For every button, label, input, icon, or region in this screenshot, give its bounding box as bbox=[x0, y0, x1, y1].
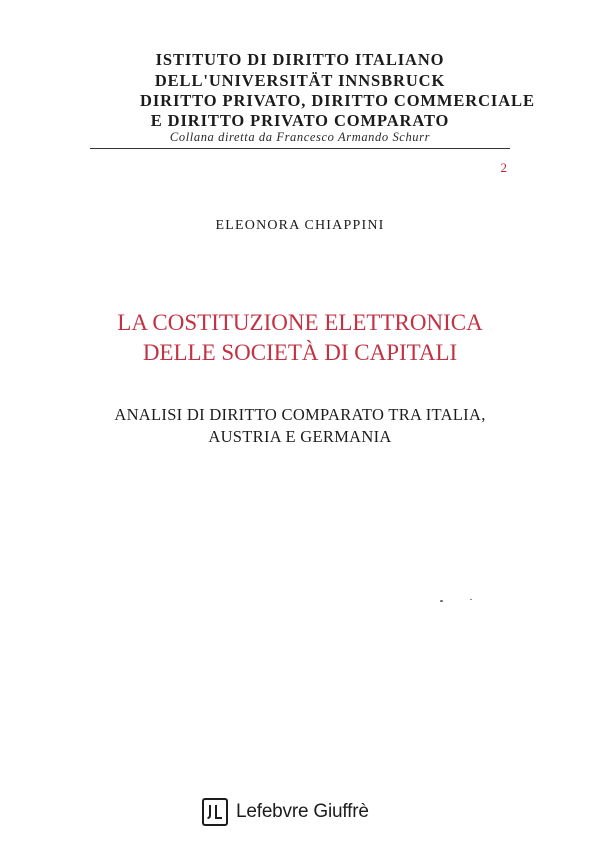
scan-speck bbox=[470, 599, 472, 600]
scan-speck bbox=[440, 600, 443, 602]
publisher-logo bbox=[202, 796, 369, 828]
series-divider bbox=[90, 148, 510, 149]
book-subtitle-line-2: AUSTRIA E GERMANIA bbox=[208, 427, 392, 446]
book-title-line-1: LA COSTITUZIONE ELETTRONICA bbox=[117, 310, 483, 335]
lg-monogram-icon bbox=[202, 798, 228, 826]
series-line-1: ISTITUTO DI DIRITTO ITALIANO bbox=[155, 50, 445, 69]
series-line-3: DIRITTO PRIVATO, DIRITTO COMMERCIALE bbox=[140, 91, 535, 110]
book-title-line-2: DELLE SOCIETÀ DI CAPITALI bbox=[142, 340, 458, 365]
series-line-4: E DIRITTO PRIVATO COMPARATO bbox=[150, 111, 450, 130]
series-editor: Collana diretta da Francesco Armando Schurr bbox=[169, 130, 431, 144]
book-subtitle-line-1: ANALISI DI DIRITTO COMPARATO TRA ITALIA, bbox=[114, 405, 486, 424]
author-name: ELEONORA CHIAPPINI bbox=[215, 218, 385, 233]
publisher-name: Lefebvre Giuffrè bbox=[236, 801, 369, 822]
volume-number: 2 bbox=[500, 160, 507, 175]
series-line-2: DELL'UNIVERSITÄT INNSBRUCK bbox=[154, 71, 446, 90]
